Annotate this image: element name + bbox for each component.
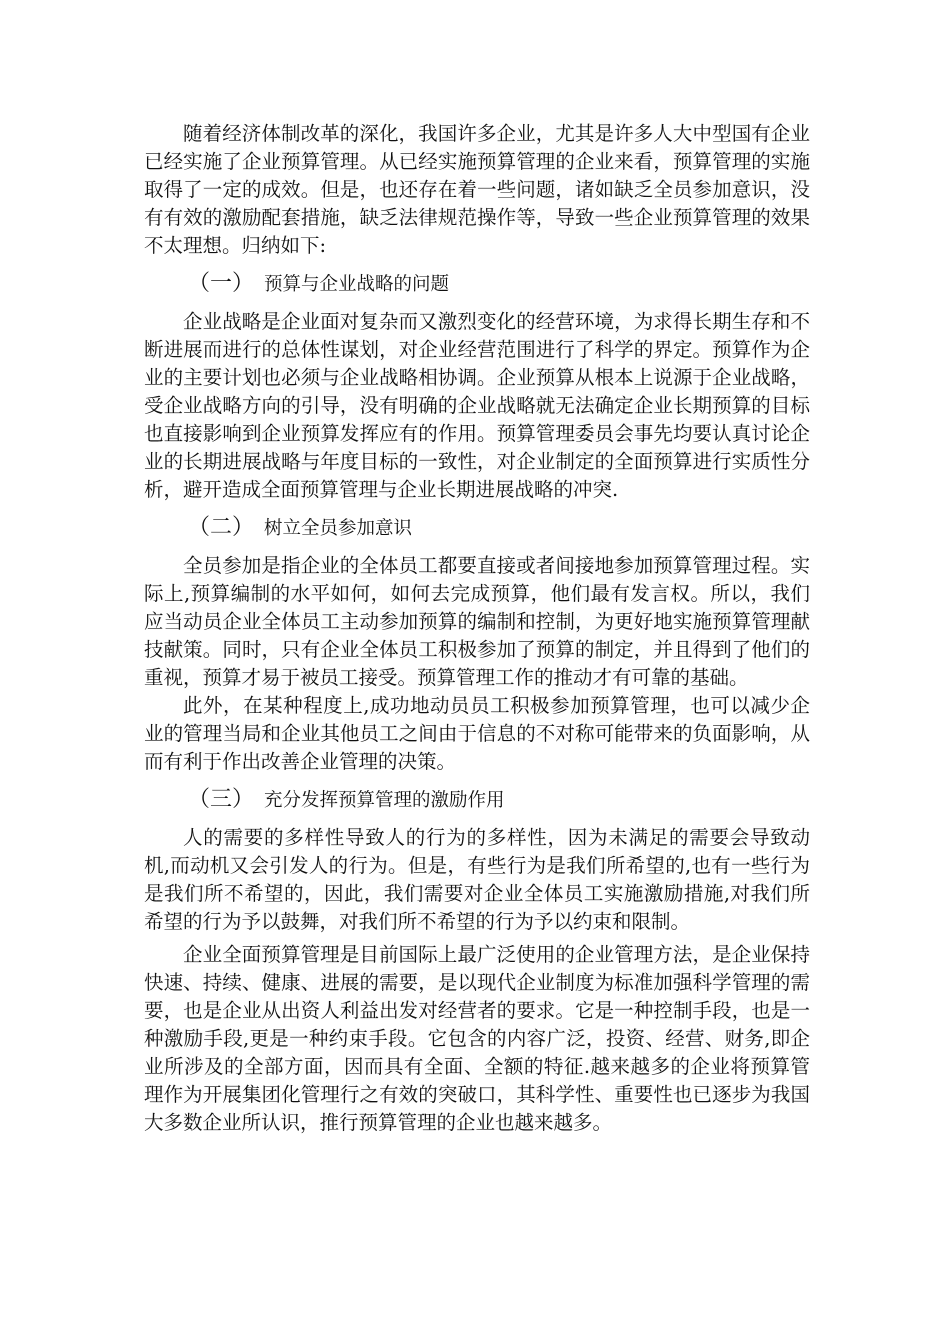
document-body bbox=[144, 120, 810, 1137]
section-number: （一） bbox=[188, 271, 255, 296]
body-paragraph: 企业全面预算管理是目前国际上最广泛使用的企业管理方法，是企业保持快速、持续、健康、进展的需要，是以现代企业制度为标准加强科学管理的需要，也是企业从出资人利益出发对经营者的要求。它是一种控制手段，也是一种激励手段,更是一种约束手段。它包含的内容广泛，投资、经营、财务,即企业所涉及的全部方面，因而具有全面、全额的特征.越来越多的企业将预算管理作为开展集团化管理行之有效的突破口，其科学性、重要性也已逐步为我国大多数企业所认识，推行预算管理的企业也越来越多。 bbox=[144, 943, 810, 1134]
body-paragraph: 企业战略是企业面对复杂而又激烈变化的经营环境，为求得长期生存和不断进展而进行的总体性谋划，对企业经营范围进行了科学的界定。预算作为企业的主要计划也必须与企业战略相协调。企业预算从根本上说源于企业战略，受企业战略方向的引导，没有明确的企业战略就无法确定企业长期预算的目标也直接影响到企业预算发挥应有的作用。预算管理委员会事先均要认真讨论企业的长期进展战略与年度目标的一致性，对企业制定的全面预算进行实质性分析，避开造成全面预算管理与企业长期进展战略的冲突. bbox=[144, 310, 810, 501]
section-heading-3 bbox=[144, 786, 810, 815]
section-number: （三） bbox=[188, 787, 255, 812]
section-heading-1 bbox=[144, 270, 810, 299]
body-paragraph: 全员参加是指企业的全体员工都要直接或者间接地参加预算管理过程。实际上,预算编制的水平如何，如何去完成预算，他们最有发言权。所以，我们应当动员企业全体员工主动参加预算的编制和控制，为更好地实施预算管理献技献策。同时，只有企业全体员工积极参加了预算的制定，并且得到了他们的重视，预算才易于被员工接受。预算管理工作的推动才有可靠的基础。 bbox=[144, 554, 810, 689]
intro-paragraph: 随着经济体制改革的深化，我国许多企业，尤其是许多人大中型国有企业已经实施了企业预算管理。从已经实施预算管理的企业来看，预算管理的实施取得了一定的成效。但是，也还存在着一些问题，诸如缺乏全员参加意识，没有有效的激励配套措施，缺乏法律规范操作等，导致一些企业预算管理的效果不太理想。归纳如下: bbox=[144, 122, 810, 257]
section-title: 预算与企业战略的问题 bbox=[264, 274, 450, 295]
section-title: 树立全员参加意识 bbox=[264, 518, 413, 539]
section-title: 充分发挥预算管理的激励作用 bbox=[264, 790, 505, 811]
section-heading-2 bbox=[144, 514, 810, 543]
section-number: （二） bbox=[188, 515, 255, 540]
body-paragraph: 人的需要的多样性导致人的行为的多样性，因为未满足的需要会导致动机,而动机又会引发人的行为。但是，有些行为是我们所希望的,也有一些行为是我们所不希望的，因此，我们需要对企业全体员工实施激励措施,对我们所希望的行为予以鼓舞，对我们所不希望的行为予以约束和限制。 bbox=[144, 826, 810, 933]
body-paragraph: 此外，在某种程度上,成功地动员员工积极参加预算管理，也可以减少企业的管理当局和企业其他员工之间由于信息的不对称可能带来的负面影响，从而有利于作出改善企业管理的决策。 bbox=[144, 694, 810, 773]
